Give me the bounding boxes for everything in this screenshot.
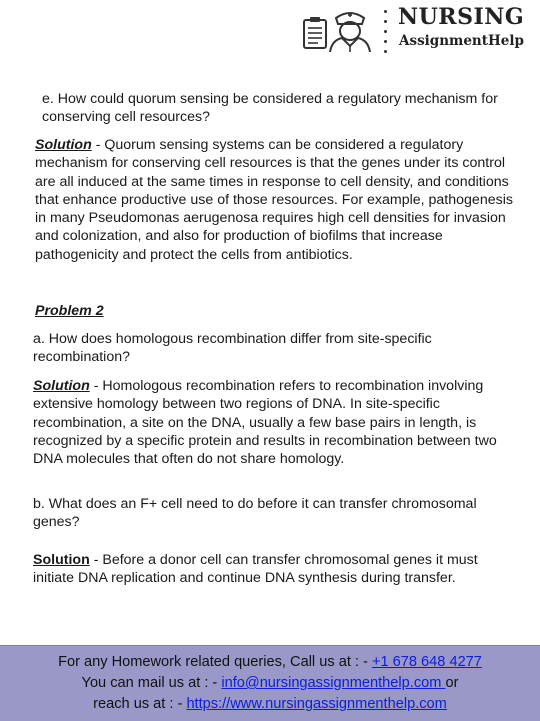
footer-mail-line: You can mail us at : - info@nursingassignmenthelp.com or [81, 675, 459, 691]
logo-title: NURSING [398, 4, 525, 30]
solution-a [33, 377, 511, 468]
solution-text: - Homologous recombination refers to recombination involving extensive homology between two regions of DNA. In site-specific recombination, a site on the DNA, usually a few base pairs in length, is recognized by a specific protein and results in recombination between two DNA molecules that often do not share homology. [33, 378, 497, 468]
contact-footer [0, 645, 540, 721]
question-e: e. How could quorum sensing be considered a regulatory mechanism for conserving cell resources? [42, 91, 498, 126]
phone-link[interactable]: +1 678 648 4277 [371, 654, 482, 670]
solution-e [35, 136, 513, 264]
website-link[interactable]: https://www.nursingassignmenthelp.com [186, 696, 447, 712]
brand-logo [300, 4, 532, 54]
solution-label: Solution [33, 552, 90, 568]
logo-subtitle: AssignmentHelp [399, 33, 524, 49]
question-b: b. What does an F+ cell need to do before it can transfer chromosomal genes? [33, 496, 477, 531]
footer-web-line: reach us at : - https://www.nursingassignmenthelp.com [93, 696, 447, 712]
email-link[interactable]: info@nursingassignmenthelp.com [221, 675, 446, 691]
solution-text: - Before a donor cell can transfer chromosomal genes it must initiate DNA replication and continue DNA synthesis during transfer. [33, 552, 478, 587]
solution-b [33, 551, 511, 588]
footer-call-line: For any Homework related queries, Call us at : - +1 678 648 4277 [58, 654, 482, 670]
solution-label: Solution [33, 378, 90, 394]
question-a: a. How does homologous recombination differ from site-specific recombination? [33, 331, 432, 366]
nurse-icon [300, 6, 386, 52]
logo-separator [384, 10, 386, 50]
solution-label: Solution [35, 137, 92, 153]
problem-2-heading: Problem 2 [35, 303, 104, 319]
solution-text: - Quorum sensing systems can be considered a regulatory mechanism for conserving cell resources is that the genes under its control are all induced at the same times in response to cell density, and conditions that enhance productive use of those resources. For example, pathogenesis in many Pseudomonas aerugenosa requires high cell densities for invasion and colonization, and also for production of biofilms that increase pathogenicity and protect the cells from antibiotics. [35, 137, 513, 263]
